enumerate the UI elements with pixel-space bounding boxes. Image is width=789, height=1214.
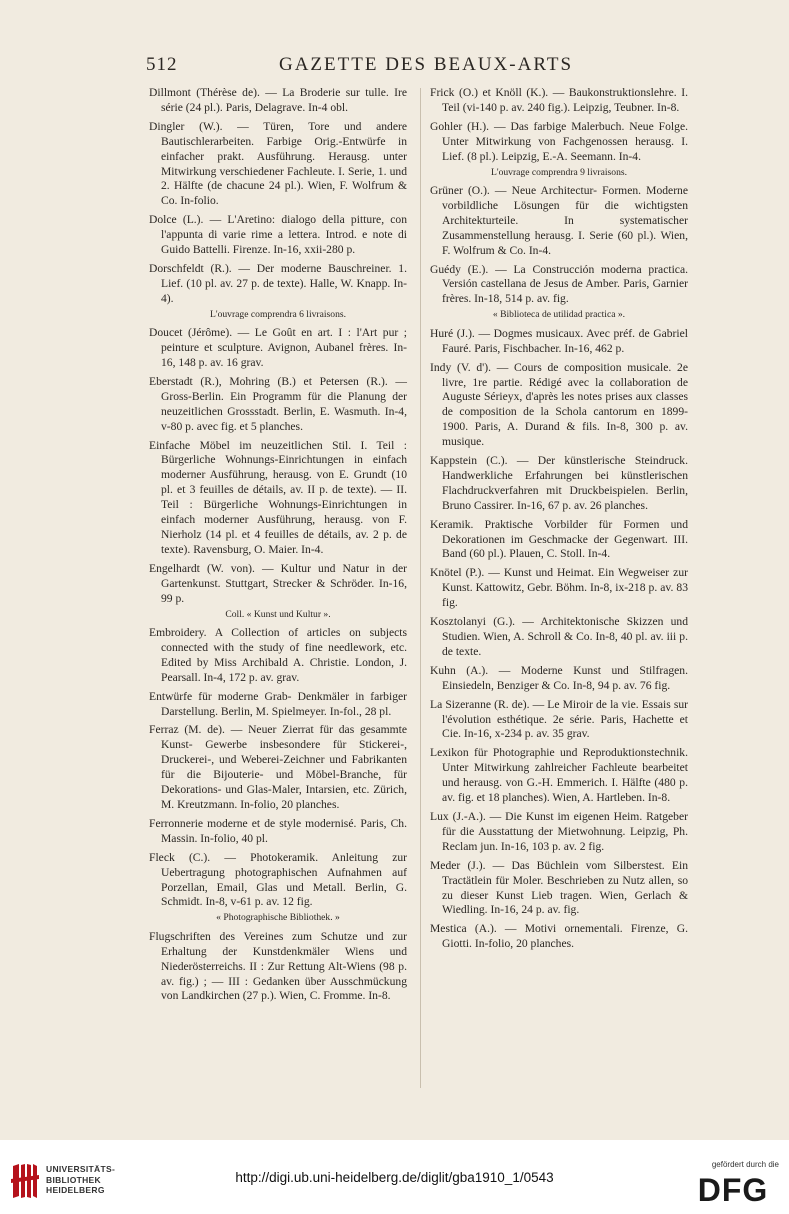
bibliography-entry: Meder (J.). — Das Büchlein vom Silberstest. Ein Tractätlein für Moler. Beschrieben zu Nutz allen, so zu dieser Kunst Lieb tragen. Wien, Gerlach & Wiedling. In-16, 24 p. av. fig. — [430, 858, 688, 917]
page-number: 512 — [146, 54, 178, 75]
library-name-line: UNIVERSITÄTS- — [46, 1164, 116, 1174]
bibliography-entry: Embroidery. A Collection of articles on subjects connected with the study of fine needlework, etc. Edited by Miss Archibald A. Christie. London, J. Pearsall. In-4, 172 p. av. grav. — [149, 626, 407, 684]
bibliography-entry: Indy (V. d'). — Cours de composition musicale. 2e livre, 1re partie. Rédigé avec la collaboration de Auguste Sérieyx, d'après les notes prises aux classes de composition de la Schola cantorum en 1899-1900. Paris, A. Durand & fils. In-8, 300 p. av. musique. — [430, 360, 688, 449]
series-note: L'ouvrage comprendra 6 livraisons. — [210, 308, 346, 320]
bibliography-entry: Kuhn (A.). — Moderne Kunst und Stilfragen. Einsiedeln, Benziger & Co. In-8, 94 p. av. 76 fig. — [430, 663, 688, 692]
bibliography-entry: Ferronnerie moderne et de style modernisé. Paris, Ch. Massin. In-folio, 40 pl. — [149, 816, 407, 845]
bibliography-entry: Flugschriften des Vereines zum Schutze und zur Erhaltung der Kunstdenkmäler Wiens und Niederösterreichs. II : Zur Rettung Alt-Wiens (98 p. av. fig.) ; — III : Gedanken über Ausschmückung von Landkirchen (27 p.). Wien, C. Fromme. In-8. — [149, 929, 407, 1003]
permalink-url[interactable]: http://digi.ub.uni-heidelberg.de/diglit/gba1910_1/0543 — [235, 1170, 554, 1185]
bibliography-entry: Keramik. Praktische Vorbilder für Formen und Dekorationen im Geschmacke der Gegenwart. III. Band (60 pl.). Plauen, C. Stoll. In-4. — [430, 517, 688, 561]
bibliography-entry: Doucet (Jérôme). — Le Goût en art. I : l'Art pur ; peinture et sculpture. Avignon, Aubanel frères. In-16, 148 p. av. 16 grav. — [149, 326, 407, 369]
dfg-logo[interactable] — [687, 1172, 779, 1204]
running-title: GAZETTE DES BEAUX-ARTS — [278, 54, 574, 75]
bibliography-entry: Gohler (H.). — Das farbige Malerbuch. Neue Folge. Unter Mitwirkung von Fachgenossen herausg. I. Lief. (8 pl.). Leipzig, E.-A. Seemann. In-4. — [430, 119, 688, 163]
bibliography-entry: La Sizeranne (R. de). — Le Miroir de la vie. Essais sur l'évolution esthétique. 2e série. Paris, Hachette et Cie. In-16, x-234 p. av. 35 grav. — [430, 697, 688, 741]
bibliography-entry: Kosztolanyi (G.). — Architektonische Skizzen und Studien. Wien, A. Schroll & Co. In-8, 40 pl. av. iii p. de texte. — [430, 615, 688, 658]
series-note: « Photographische Bibliothek. » — [216, 912, 340, 924]
funding-caption: gefördert durch die — [711, 1160, 779, 1169]
bibliography-entry: Ferraz (M. de). — Neuer Zierrat für das gesammte Kunst- Gewerbe insbesondere für Stickerei-, Druckerei-, und Weberei-Zeichner und Fabrikanten für die Bijouterie- und Möbel-Branche, für Dekorations- und Glas-Maler, Intarsien, etc. Zürich, M. Kreutzmann. In-folio, 20 planches. — [149, 723, 407, 811]
bibliography-entry: Knötel (P.). — Kunst und Heimat. Ein Wegweiser zur Kunst. Kattowitz, Gebr. Böhm. In-8, ix-218 p. av. 83 fig. — [430, 566, 688, 610]
bibliography-entry: Engelhardt (W. von). — Kultur und Natur in der Gartenkunst. Stuttgart, Strecker & Schröder. In-16, 99 p. — [149, 561, 407, 605]
series-note: Coll. « Kunst und Kultur ». — [225, 608, 331, 620]
page-header — [146, 50, 706, 80]
bibliography-entry: Dolce (L.). — L'Aretino: dialogo della pitture, con l'appunta di varie rime a lettera. Introd. e note di Guido Battelli. Firenze. In-16, xxii-280 p. — [149, 213, 407, 257]
bibliography-entry: Dorschfeldt (R.). — Der moderne Bauschreiner. 1. Lief. (10 pl. av. 27 p. de texte). Halle, W. Knapp. In-4). — [149, 261, 407, 305]
bibliography-entry: Lexikon für Photographie und Reproduktionstechnik. Unter Mitwirkung zahlreicher Fachleute bearbeitet und herausg. von G.-H. Emmerich. I. Hälfte (480 p. av. fig. et 18 planches). Wien, A. Hartleben. In-8. — [430, 746, 688, 805]
funding-block — [669, 1160, 779, 1210]
bibliography-entry: Frick (O.) et Knöll (K.). — Baukonstruktionslehre. I. Teil (vi-140 p. av. 240 fig.). Leipzig, Teubner. In-8. — [430, 86, 688, 114]
library-name-line: HEIDELBERG — [46, 1185, 105, 1195]
dfg-logo-text: DFG — [697, 1172, 769, 1204]
bibliography-entry: Fleck (C.). — Photokeramik. Anleitung zur Uebertragung photographischen Aufnahmen auf Porzellan, Email, Glas und Metall. Berlin, G. Schmidt. In-8, v-61 p. av. 12 fig. — [149, 850, 407, 909]
bibliography-entry: Grüner (O.). — Neue Architectur- Formen. Moderne vorbildliche Lösungen für die wichtigsten Architekturteile. In systematischer Zusammenstellung herausg. I. Serie (60 pl.). Wien, F. Wolfrum & Co. In-4. — [430, 184, 688, 257]
bibliography-entry: Lux (J.-A.). — Die Kunst im eigenen Heim. Ratgeber für die Ausstattung der Mietwohnung. Leipzig, Ph. Reclam jun. In-16, 103 p. av. 2 fig. — [430, 809, 688, 853]
bibliography-entry: Dillmont (Thérèse de). — La Broderie sur tulle. Ire série (24 pl.). Paris, Delagrave. In-4 obl. — [149, 86, 407, 114]
right-column — [430, 86, 688, 956]
bibliography-entry: Guédy (E.). — La Construcción moderna practica. Versión castellana de Jesus de Amber. Paris, Garnier frères. In-18, 514 p. av. fig. — [430, 262, 688, 306]
bibliography-entry: Eberstadt (R.), Mohring (B.) et Petersen (R.). — Gross-Berlin. Ein Programm für die Planung der neuzeitlichen Grossstadt. Berlin, E. Wasmuth. In-4, v-80 p. avec fig. et 5 planches. — [149, 374, 407, 433]
series-note: L'ouvrage comprendra 9 livraisons. — [491, 166, 627, 178]
column-divider — [420, 88, 421, 1088]
bibliography-entry: Kappstein (C.). — Der künstlerische Steindruck. Handwerkliche Erfahrungen bei künstlerischen Flachdruckverfahren mit Druckbeispielen. Berlin, Bruno Cassirer. In-16, 67 p. av. 26 planches. — [430, 454, 688, 512]
library-name-line: BIBLIOTHEK — [46, 1174, 101, 1185]
bibliography-entry: Dingler (W.). — Türen, Tore und andere Bautischlerarbeiten. Farbige Orig.-Entwürfe in einfacher prakt. Ausführung. Herausg. unter Mitwirkung verschiedener Fachleute. I. Serie, 1. und 2. Hälfte (de chacune 24 pl.). Wien, F. Wolfrum & Co. In-folio. — [149, 119, 407, 208]
bibliography-entry: Entwürfe für moderne Grab- Denkmäler in farbiger Darstellung. Berlin, M. Spielmeyer. In-fol., 28 pl. — [149, 689, 407, 718]
bibliography-entry: Mestica (A.). — Motivi ornementali. Firenze, G. Giotti. In-folio, 20 planches. — [430, 922, 688, 951]
series-note: « Biblioteca de utilidad practica ». — [492, 309, 626, 321]
bibliography-entry: Einfache Möbel im neuzeitlichen Stil. I. Teil : Bürgerliche Wohnungs-Einrichtungen in einfach moderner Ausführung, herausg. von E. Grundt (10 pl. et 3 feuilles de détails, av. II p. de texte). — II. Teil : Bürgerliche Wohnungs-Einrichtungen in einfach moderner Ausführung, herausg. von F. Nierholz (14 pl. et 4 feuilles de détails, av. 2 p. de texte). Ravensburg, O. Maier. In-4. — [149, 438, 407, 556]
bibliography-entry: Huré (J.). — Dogmes musicaux. Avec préf. de Gabriel Fauré. Paris, Fischbacher. In-16, 462 p. — [430, 326, 688, 355]
left-column — [149, 86, 407, 1008]
viewer-footer — [0, 1140, 789, 1214]
